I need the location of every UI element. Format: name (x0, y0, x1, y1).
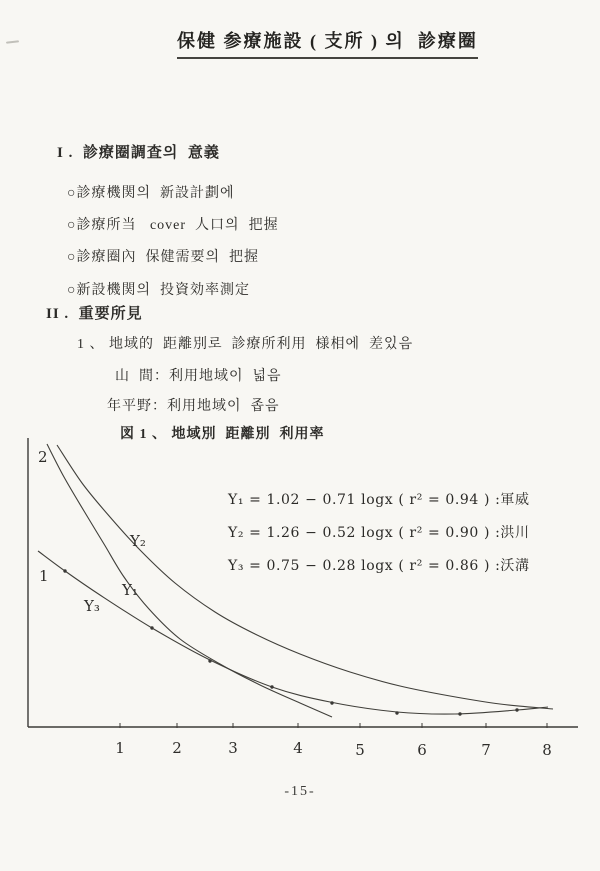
bullet-new-plan: ○診療機関의 新設計劃에 (67, 186, 235, 201)
section-1-heading: I . 診療圈調査의 意義 (57, 145, 220, 161)
figure-caption: 図 1 、 地域別 距離別 利用率 (120, 427, 325, 442)
bullet-cover-population: ○診療所当 cover 人口의 把握 (67, 218, 279, 233)
finding-item-1: 1 、 地域的 距離別로 診療所利用 様相에 差있음 (77, 337, 414, 352)
equation-y2: Y₂ = 1.26 − 0.52 logx ( r² = 0.90 ) :洪川 (228, 525, 530, 541)
x-tick-6: 6 (417, 741, 427, 759)
curve-y3 (38, 551, 548, 714)
curve-y2 (57, 445, 553, 709)
bullet-investment-efficiency: ○新設機関의 投資効率測定 (67, 283, 250, 298)
y-label-1: 1 (39, 567, 49, 585)
curve-y1 (47, 444, 332, 717)
page-title: 保健 参療施設 ( 支所 ) 의 診療圈 (177, 31, 478, 59)
x-tick-2: 2 (172, 739, 182, 757)
x-tick-5: 5 (355, 741, 365, 759)
curve-label-y2: Y₂ (130, 532, 146, 550)
x-tick-8: 8 (542, 741, 552, 759)
x-tick-1: 1 (115, 739, 125, 757)
line-mountain: 山 間：利用地域이 넓음 (115, 369, 282, 384)
scan-artifact-dash (6, 40, 19, 43)
x-tick-7: 7 (481, 741, 491, 759)
x-tick-3: 3 (228, 739, 238, 757)
page-number: -15- (284, 784, 316, 799)
line-plain: 年平野：利用地域이 좁음 (107, 399, 280, 414)
y-label-2: 2 (38, 448, 48, 466)
section-2-heading: II . 重要所見 (46, 306, 143, 322)
curve-label-y1: Y₁ (122, 581, 138, 599)
x-tick-4: 4 (293, 739, 303, 757)
curve-label-y3: Y₃ (84, 597, 100, 615)
figure-1-chart (0, 430, 600, 771)
equation-y1: Y₁ = 1.02 − 0.71 logx ( r² = 0.94 ) :軍威 (228, 492, 530, 508)
equation-y3: Y₃ = 0.75 − 0.28 logx ( r² = 0.86 ) :沃溝 (228, 558, 530, 574)
bullet-health-demand: ○診療圈內 保健需要의 把握 (67, 250, 259, 265)
